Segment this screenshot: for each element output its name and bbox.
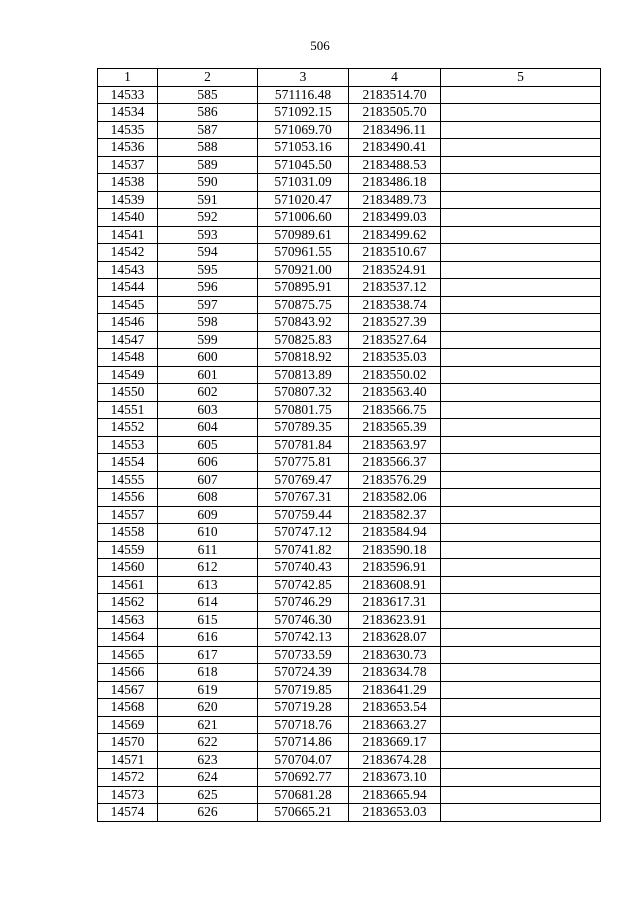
notes-cell [441, 524, 601, 542]
y-coordinate-cell: 2183505.70 [349, 104, 441, 122]
table-body [98, 86, 601, 821]
notes-cell [441, 489, 601, 507]
row-id-cell: 14560 [98, 559, 158, 577]
x-coordinate-cell: 570825.83 [258, 331, 349, 349]
point-number-cell: 589 [158, 156, 258, 174]
table-row [98, 436, 601, 454]
y-coordinate-cell: 2183535.03 [349, 349, 441, 367]
table-row [98, 524, 601, 542]
notes-cell [441, 331, 601, 349]
point-number-cell: 613 [158, 576, 258, 594]
row-id-cell: 14555 [98, 471, 158, 489]
row-id-cell: 14533 [98, 86, 158, 104]
point-number-cell: 588 [158, 139, 258, 157]
x-coordinate-cell: 570759.44 [258, 506, 349, 524]
notes-cell [441, 734, 601, 752]
x-coordinate-cell: 570747.12 [258, 524, 349, 542]
row-id-cell: 14568 [98, 699, 158, 717]
point-number-cell: 592 [158, 209, 258, 227]
x-coordinate-cell: 571092.15 [258, 104, 349, 122]
notes-cell [441, 384, 601, 402]
row-id-cell: 14544 [98, 279, 158, 297]
row-id-cell: 14542 [98, 244, 158, 262]
notes-cell [441, 226, 601, 244]
row-id-cell: 14540 [98, 209, 158, 227]
y-coordinate-cell: 2183489.73 [349, 191, 441, 209]
y-coordinate-cell: 2183674.28 [349, 751, 441, 769]
x-coordinate-cell: 570718.76 [258, 716, 349, 734]
table-row [98, 541, 601, 559]
notes-cell [441, 611, 601, 629]
point-number-cell: 607 [158, 471, 258, 489]
point-number-cell: 594 [158, 244, 258, 262]
x-coordinate-cell: 570843.92 [258, 314, 349, 332]
row-id-cell: 14549 [98, 366, 158, 384]
row-id-cell: 14552 [98, 419, 158, 437]
point-number-cell: 619 [158, 681, 258, 699]
x-coordinate-cell: 570733.59 [258, 646, 349, 664]
point-number-cell: 600 [158, 349, 258, 367]
notes-cell [441, 786, 601, 804]
y-coordinate-cell: 2183634.78 [349, 664, 441, 682]
notes-cell [441, 261, 601, 279]
table-row [98, 349, 601, 367]
point-number-cell: 625 [158, 786, 258, 804]
y-coordinate-cell: 2183653.54 [349, 699, 441, 717]
point-number-cell: 586 [158, 104, 258, 122]
point-number-cell: 605 [158, 436, 258, 454]
row-id-cell: 14545 [98, 296, 158, 314]
row-id-cell: 14534 [98, 104, 158, 122]
y-coordinate-cell: 2183584.94 [349, 524, 441, 542]
notes-cell [441, 191, 601, 209]
row-id-cell: 14550 [98, 384, 158, 402]
point-number-cell: 624 [158, 769, 258, 787]
notes-cell [441, 681, 601, 699]
x-coordinate-cell: 570781.84 [258, 436, 349, 454]
row-id-cell: 14564 [98, 629, 158, 647]
row-id-cell: 14536 [98, 139, 158, 157]
table-row [98, 734, 601, 752]
row-id-cell: 14537 [98, 156, 158, 174]
y-coordinate-cell: 2183510.67 [349, 244, 441, 262]
table-row [98, 699, 601, 717]
y-coordinate-cell: 2183628.07 [349, 629, 441, 647]
row-id-cell: 14535 [98, 121, 158, 139]
y-coordinate-cell: 2183514.70 [349, 86, 441, 104]
point-number-cell: 609 [158, 506, 258, 524]
x-coordinate-cell: 570719.85 [258, 681, 349, 699]
x-coordinate-cell: 570789.35 [258, 419, 349, 437]
x-coordinate-cell: 570742.85 [258, 576, 349, 594]
point-number-cell: 608 [158, 489, 258, 507]
notes-cell [441, 156, 601, 174]
point-number-cell: 617 [158, 646, 258, 664]
y-coordinate-cell: 2183524.91 [349, 261, 441, 279]
row-id-cell: 14562 [98, 594, 158, 612]
notes-cell [441, 629, 601, 647]
notes-cell [441, 699, 601, 717]
table-row [98, 804, 601, 822]
y-coordinate-cell: 2183653.03 [349, 804, 441, 822]
row-id-cell: 14539 [98, 191, 158, 209]
table-row [98, 191, 601, 209]
table-row [98, 104, 601, 122]
point-number-cell: 585 [158, 86, 258, 104]
notes-cell [441, 104, 601, 122]
notes-cell [441, 471, 601, 489]
point-number-cell: 604 [158, 419, 258, 437]
x-coordinate-cell: 571053.16 [258, 139, 349, 157]
point-number-cell: 596 [158, 279, 258, 297]
point-number-cell: 603 [158, 401, 258, 419]
table-row [98, 226, 601, 244]
column-header: 2 [158, 69, 258, 87]
table-row [98, 629, 601, 647]
x-coordinate-cell: 570801.75 [258, 401, 349, 419]
y-coordinate-cell: 2183673.10 [349, 769, 441, 787]
notes-cell [441, 314, 601, 332]
row-id-cell: 14557 [98, 506, 158, 524]
x-coordinate-cell: 570719.28 [258, 699, 349, 717]
y-coordinate-cell: 2183499.03 [349, 209, 441, 227]
row-id-cell: 14561 [98, 576, 158, 594]
row-id-cell: 14543 [98, 261, 158, 279]
notes-cell [441, 769, 601, 787]
x-coordinate-cell: 570746.29 [258, 594, 349, 612]
table-row [98, 716, 601, 734]
table-row [98, 594, 601, 612]
y-coordinate-cell: 2183582.06 [349, 489, 441, 507]
row-id-cell: 14570 [98, 734, 158, 752]
x-coordinate-cell: 571116.48 [258, 86, 349, 104]
point-number-cell: 587 [158, 121, 258, 139]
notes-cell [441, 86, 601, 104]
table-row [98, 244, 601, 262]
y-coordinate-cell: 2183669.17 [349, 734, 441, 752]
table-row [98, 139, 601, 157]
x-coordinate-cell: 571045.50 [258, 156, 349, 174]
column-header: 3 [258, 69, 349, 87]
table-row [98, 209, 601, 227]
notes-cell [441, 594, 601, 612]
y-coordinate-cell: 2183563.40 [349, 384, 441, 402]
y-coordinate-cell: 2183496.11 [349, 121, 441, 139]
y-coordinate-cell: 2183563.97 [349, 436, 441, 454]
y-coordinate-cell: 2183630.73 [349, 646, 441, 664]
table-row [98, 401, 601, 419]
row-id-cell: 14553 [98, 436, 158, 454]
y-coordinate-cell: 2183565.39 [349, 419, 441, 437]
y-coordinate-cell: 2183608.91 [349, 576, 441, 594]
x-coordinate-cell: 570741.82 [258, 541, 349, 559]
table-row [98, 174, 601, 192]
row-id-cell: 14548 [98, 349, 158, 367]
notes-cell [441, 716, 601, 734]
y-coordinate-cell: 2183596.91 [349, 559, 441, 577]
notes-cell [441, 209, 601, 227]
notes-cell [441, 436, 601, 454]
notes-cell [441, 576, 601, 594]
table-row [98, 751, 601, 769]
point-number-cell: 602 [158, 384, 258, 402]
x-coordinate-cell: 570742.13 [258, 629, 349, 647]
x-coordinate-cell: 570692.77 [258, 769, 349, 787]
table-row [98, 121, 601, 139]
notes-cell [441, 244, 601, 262]
table-row [98, 331, 601, 349]
point-number-cell: 622 [158, 734, 258, 752]
x-coordinate-cell: 571031.09 [258, 174, 349, 192]
x-coordinate-cell: 570681.28 [258, 786, 349, 804]
y-coordinate-cell: 2183538.74 [349, 296, 441, 314]
row-id-cell: 14566 [98, 664, 158, 682]
notes-cell [441, 541, 601, 559]
point-number-cell: 615 [158, 611, 258, 629]
point-number-cell: 606 [158, 454, 258, 472]
table-row [98, 86, 601, 104]
x-coordinate-cell: 570724.39 [258, 664, 349, 682]
x-coordinate-cell: 570989.61 [258, 226, 349, 244]
x-coordinate-cell: 571020.47 [258, 191, 349, 209]
row-id-cell: 14574 [98, 804, 158, 822]
column-header: 4 [349, 69, 441, 87]
table-row [98, 279, 601, 297]
y-coordinate-cell: 2183590.18 [349, 541, 441, 559]
notes-cell [441, 419, 601, 437]
table-row [98, 506, 601, 524]
row-id-cell: 14573 [98, 786, 158, 804]
table-row [98, 314, 601, 332]
x-coordinate-cell: 570921.00 [258, 261, 349, 279]
notes-cell [441, 349, 601, 367]
table-row [98, 786, 601, 804]
point-number-cell: 591 [158, 191, 258, 209]
table-row [98, 611, 601, 629]
table-row [98, 454, 601, 472]
table-row [98, 681, 601, 699]
notes-cell [441, 296, 601, 314]
notes-cell [441, 401, 601, 419]
point-number-cell: 620 [158, 699, 258, 717]
table-row [98, 769, 601, 787]
row-id-cell: 14563 [98, 611, 158, 629]
table-row [98, 156, 601, 174]
y-coordinate-cell: 2183527.39 [349, 314, 441, 332]
point-number-cell: 626 [158, 804, 258, 822]
y-coordinate-cell: 2183582.37 [349, 506, 441, 524]
table-row [98, 419, 601, 437]
row-id-cell: 14541 [98, 226, 158, 244]
x-coordinate-cell: 570961.55 [258, 244, 349, 262]
column-header: 5 [441, 69, 601, 87]
point-number-cell: 621 [158, 716, 258, 734]
table-row [98, 296, 601, 314]
y-coordinate-cell: 2183490.41 [349, 139, 441, 157]
row-id-cell: 14558 [98, 524, 158, 542]
y-coordinate-cell: 2183623.91 [349, 611, 441, 629]
point-number-cell: 610 [158, 524, 258, 542]
notes-cell [441, 646, 601, 664]
y-coordinate-cell: 2183499.62 [349, 226, 441, 244]
y-coordinate-cell: 2183641.29 [349, 681, 441, 699]
y-coordinate-cell: 2183566.37 [349, 454, 441, 472]
coordinates-table [97, 68, 601, 822]
row-id-cell: 14546 [98, 314, 158, 332]
notes-cell [441, 804, 601, 822]
y-coordinate-cell: 2183488.53 [349, 156, 441, 174]
table-row [98, 384, 601, 402]
notes-cell [441, 751, 601, 769]
point-number-cell: 593 [158, 226, 258, 244]
notes-cell [441, 366, 601, 384]
x-coordinate-cell: 570807.32 [258, 384, 349, 402]
page-number: 506 [310, 38, 330, 53]
table-row [98, 489, 601, 507]
point-number-cell: 614 [158, 594, 258, 612]
x-coordinate-cell: 571006.60 [258, 209, 349, 227]
notes-cell [441, 559, 601, 577]
x-coordinate-cell: 570714.86 [258, 734, 349, 752]
x-coordinate-cell: 570769.47 [258, 471, 349, 489]
row-id-cell: 14572 [98, 769, 158, 787]
point-number-cell: 597 [158, 296, 258, 314]
column-header: 1 [98, 69, 158, 87]
point-number-cell: 598 [158, 314, 258, 332]
x-coordinate-cell: 570740.43 [258, 559, 349, 577]
notes-cell [441, 139, 601, 157]
point-number-cell: 601 [158, 366, 258, 384]
table-header-row [98, 69, 601, 87]
y-coordinate-cell: 2183576.29 [349, 471, 441, 489]
x-coordinate-cell: 571069.70 [258, 121, 349, 139]
y-coordinate-cell: 2183617.31 [349, 594, 441, 612]
row-id-cell: 14547 [98, 331, 158, 349]
point-number-cell: 599 [158, 331, 258, 349]
notes-cell [441, 454, 601, 472]
row-id-cell: 14554 [98, 454, 158, 472]
row-id-cell: 14569 [98, 716, 158, 734]
table-row [98, 471, 601, 489]
table-row [98, 261, 601, 279]
x-coordinate-cell: 570767.31 [258, 489, 349, 507]
table-row [98, 559, 601, 577]
notes-cell [441, 664, 601, 682]
notes-cell [441, 174, 601, 192]
y-coordinate-cell: 2183550.02 [349, 366, 441, 384]
row-id-cell: 14571 [98, 751, 158, 769]
table-row [98, 646, 601, 664]
table-row [98, 576, 601, 594]
x-coordinate-cell: 570704.07 [258, 751, 349, 769]
y-coordinate-cell: 2183527.64 [349, 331, 441, 349]
notes-cell [441, 279, 601, 297]
table-row [98, 664, 601, 682]
x-coordinate-cell: 570818.92 [258, 349, 349, 367]
y-coordinate-cell: 2183665.94 [349, 786, 441, 804]
point-number-cell: 612 [158, 559, 258, 577]
point-number-cell: 595 [158, 261, 258, 279]
row-id-cell: 14551 [98, 401, 158, 419]
y-coordinate-cell: 2183663.27 [349, 716, 441, 734]
point-number-cell: 616 [158, 629, 258, 647]
point-number-cell: 590 [158, 174, 258, 192]
y-coordinate-cell: 2183486.18 [349, 174, 441, 192]
x-coordinate-cell: 570775.81 [258, 454, 349, 472]
row-id-cell: 14559 [98, 541, 158, 559]
y-coordinate-cell: 2183566.75 [349, 401, 441, 419]
row-id-cell: 14556 [98, 489, 158, 507]
x-coordinate-cell: 570895.91 [258, 279, 349, 297]
point-number-cell: 623 [158, 751, 258, 769]
table-row [98, 366, 601, 384]
row-id-cell: 14538 [98, 174, 158, 192]
x-coordinate-cell: 570665.21 [258, 804, 349, 822]
x-coordinate-cell: 570813.89 [258, 366, 349, 384]
point-number-cell: 611 [158, 541, 258, 559]
point-number-cell: 618 [158, 664, 258, 682]
notes-cell [441, 506, 601, 524]
row-id-cell: 14567 [98, 681, 158, 699]
row-id-cell: 14565 [98, 646, 158, 664]
notes-cell [441, 121, 601, 139]
x-coordinate-cell: 570875.75 [258, 296, 349, 314]
x-coordinate-cell: 570746.30 [258, 611, 349, 629]
y-coordinate-cell: 2183537.12 [349, 279, 441, 297]
